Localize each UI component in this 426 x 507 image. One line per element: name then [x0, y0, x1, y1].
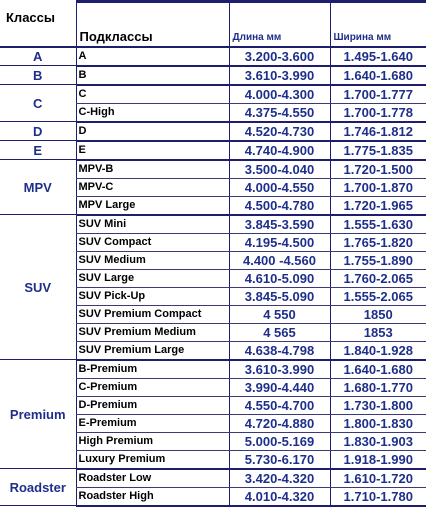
width-cell: 1.610-1.720	[330, 469, 426, 488]
subclass-cell: C-Premium	[76, 378, 229, 396]
length-cell: 4.375-4.550	[229, 103, 330, 122]
length-cell: 4.500-4.780	[229, 196, 330, 215]
width-cell: 1.700-1.778	[330, 103, 426, 122]
length-cell: 4.000-4.550	[229, 178, 330, 196]
class-cell: C	[0, 85, 76, 122]
length-cell: 3.200-3.600	[229, 47, 330, 66]
width-cell: 1.760-2.065	[330, 269, 426, 287]
width-cell: 1.730-1.800	[330, 396, 426, 414]
subclass-cell: SUV Premium Medium	[76, 323, 229, 341]
class-cell: D	[0, 122, 76, 141]
subclass-cell: B	[76, 66, 229, 85]
length-cell: 4 565	[229, 323, 330, 341]
header-subclass: Подклассы	[76, 2, 229, 47]
header-length: Длина мм	[229, 2, 330, 47]
length-cell: 4.550-4.700	[229, 396, 330, 414]
subclass-cell: D-Premium	[76, 396, 229, 414]
class-cell: A	[0, 47, 76, 66]
table-row	[0, 160, 426, 179]
width-cell: 1.840-1.928	[330, 341, 426, 360]
table-body	[0, 2, 426, 506]
width-cell: 1.640-1.680	[330, 360, 426, 379]
width-cell: 1850	[330, 305, 426, 323]
subclass-cell: SUV Compact	[76, 233, 229, 251]
width-cell: 1.746-1.812	[330, 122, 426, 141]
length-cell: 4.010-4.320	[229, 487, 330, 506]
subclass-cell: SUV Premium Large	[76, 341, 229, 360]
width-cell: 1.700-1.777	[330, 85, 426, 104]
width-cell: 1.765-1.820	[330, 233, 426, 251]
width-cell: 1853	[330, 323, 426, 341]
width-cell: 1.918-1.990	[330, 450, 426, 469]
table-row	[0, 85, 426, 104]
class-cell: SUV	[0, 215, 76, 360]
width-cell: 1.700-1.870	[330, 178, 426, 196]
subclass-cell: A	[76, 47, 229, 66]
table-row	[0, 141, 426, 160]
length-cell: 4.400 -4.560	[229, 251, 330, 269]
subclass-cell: MPV Large	[76, 196, 229, 215]
subclass-cell: High Premium	[76, 432, 229, 450]
width-cell: 1.640-1.680	[330, 66, 426, 85]
width-cell: 1.720-1.500	[330, 160, 426, 179]
length-cell: 4.000-4.300	[229, 85, 330, 104]
length-cell: 4.740-4.900	[229, 141, 330, 160]
subclass-cell: B-Premium	[76, 360, 229, 379]
subclass-cell: SUV Premium Compact	[76, 305, 229, 323]
class-cell: MPV	[0, 160, 76, 215]
width-cell: 1.800-1.830	[330, 414, 426, 432]
table-header-row	[0, 2, 426, 47]
width-cell: 1.495-1.640	[330, 47, 426, 66]
length-cell: 4.638-4.798	[229, 341, 330, 360]
class-cell: Roadster	[0, 469, 76, 506]
subclass-cell: SUV Large	[76, 269, 229, 287]
length-cell: 3.610-3.990	[229, 66, 330, 85]
subclass-cell: Roadster Low	[76, 469, 229, 488]
subclass-cell: SUV Pick-Up	[76, 287, 229, 305]
length-cell: 4.520-4.730	[229, 122, 330, 141]
subclass-cell: C-High	[76, 103, 229, 122]
length-cell: 4.195-4.500	[229, 233, 330, 251]
class-cell: B	[0, 66, 76, 85]
subclass-cell: E	[76, 141, 229, 160]
table-row	[0, 360, 426, 379]
width-cell: 1.755-1.890	[330, 251, 426, 269]
length-cell: 3.610-3.990	[229, 360, 330, 379]
subclass-cell: MPV-C	[76, 178, 229, 196]
length-cell: 4.720-4.880	[229, 414, 330, 432]
width-cell: 1.830-1.903	[330, 432, 426, 450]
subclass-cell: Luxury Premium	[76, 450, 229, 469]
header-width: Ширина мм	[330, 2, 426, 47]
length-cell: 3.500-4.040	[229, 160, 330, 179]
length-cell: 3.845-3.590	[229, 215, 330, 234]
length-cell: 4 550	[229, 305, 330, 323]
class-cell: Premium	[0, 360, 76, 469]
length-cell: 4.610-5.090	[229, 269, 330, 287]
length-cell: 3.990-4.440	[229, 378, 330, 396]
table-row	[0, 47, 426, 66]
length-cell: 3.845-5.090	[229, 287, 330, 305]
length-cell: 3.420-4.320	[229, 469, 330, 488]
subclass-cell: C	[76, 85, 229, 104]
width-cell: 1.710-1.780	[330, 487, 426, 506]
table-row	[0, 469, 426, 488]
width-cell: 1.555-1.630	[330, 215, 426, 234]
subclass-cell: SUV Medium	[76, 251, 229, 269]
width-cell: 1.555-2.065	[330, 287, 426, 305]
subclass-cell: D	[76, 122, 229, 141]
table-row	[0, 66, 426, 85]
width-cell: 1.680-1.770	[330, 378, 426, 396]
width-cell: 1.720-1.965	[330, 196, 426, 215]
subclass-cell: SUV Mini	[76, 215, 229, 234]
width-cell: 1.775-1.835	[330, 141, 426, 160]
subclass-cell: Roadster High	[76, 487, 229, 506]
class-cell: E	[0, 141, 76, 160]
length-cell: 5.000-5.169	[229, 432, 330, 450]
subclass-cell: E-Premium	[76, 414, 229, 432]
subclass-cell: MPV-B	[76, 160, 229, 179]
table-row	[0, 215, 426, 234]
length-cell: 5.730-6.170	[229, 450, 330, 469]
table-row	[0, 122, 426, 141]
header-class: Классы	[0, 2, 76, 47]
